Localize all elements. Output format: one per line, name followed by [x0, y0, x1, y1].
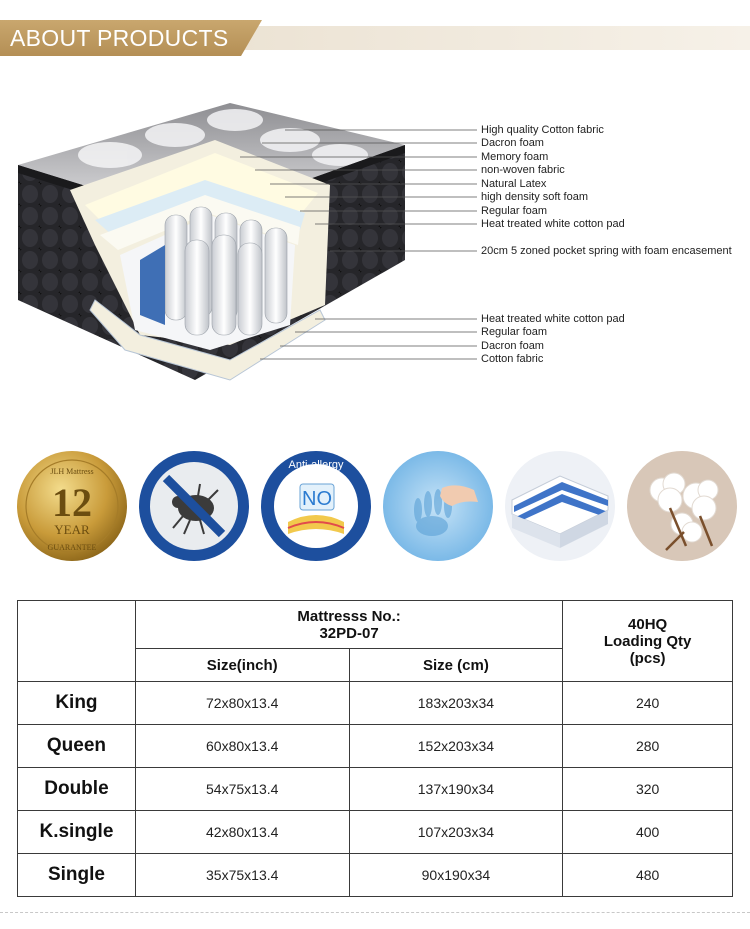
size-inch: 54x75x13.4 [135, 768, 349, 811]
layer-label: Memory foam [481, 151, 549, 163]
section-header [0, 20, 750, 56]
size-cm: 137x190x34 [349, 768, 563, 811]
size-name: Double [18, 768, 136, 811]
table-corner-cell [18, 601, 136, 682]
loading-qty: 320 [563, 768, 733, 811]
table-row [18, 854, 733, 897]
badge-arc-text: Anti-allergy [288, 459, 344, 471]
layer-label: Cotton fabric [481, 353, 544, 365]
size-cm: 107x203x34 [349, 811, 563, 854]
loading-qty: 280 [563, 725, 733, 768]
feature-badges [0, 450, 750, 562]
anti-allergy-icon [260, 450, 372, 562]
layer-label: Heat treated white cotton pad [481, 313, 625, 325]
size-cm: 152x203x34 [349, 725, 563, 768]
size-inch: 72x80x13.4 [135, 682, 349, 725]
model-header: Mattresss No.: [297, 607, 401, 625]
anti-mite-icon [138, 450, 250, 562]
layer-label: Regular foam [481, 326, 548, 338]
size-cm-header: Size (cm) [349, 649, 563, 682]
spring-label: 20cm 5 zoned pocket spring with foam encasement [481, 245, 732, 257]
loading-qty: 480 [563, 854, 733, 897]
table-row [18, 725, 733, 768]
layer-label: Regular foam [481, 205, 548, 217]
bottom-divider [0, 912, 750, 913]
layer-label: high density soft foam [481, 191, 589, 203]
layer-label: High quality Cotton fabric [481, 124, 604, 136]
loading-qty: 400 [563, 811, 733, 854]
badge-bottom-text: GUARANTEE [47, 543, 97, 552]
size-name: K.single [18, 811, 136, 854]
qty-header-line: (pcs) [629, 649, 666, 667]
layer-label: Heat treated white cotton pad [481, 218, 625, 230]
badge-top-text: JLH Mattress [50, 467, 94, 476]
size-name: Queen [18, 725, 136, 768]
size-cm: 183x203x34 [349, 682, 563, 725]
layer-label: Dacron foam [481, 340, 544, 352]
size-name: Single [18, 854, 136, 897]
section-title: ABOUT PRODUCTS [10, 25, 229, 51]
layer-label: Dacron foam [481, 137, 544, 149]
size-name: King [18, 682, 136, 725]
table-row [18, 811, 733, 854]
qty-header-line: Loading Qty [603, 632, 692, 650]
size-cm: 90x190x34 [349, 854, 563, 897]
loading-qty-header-cell [563, 601, 733, 682]
header-rule [238, 26, 750, 50]
table-row [18, 768, 733, 811]
size-inch: 35x75x13.4 [135, 854, 349, 897]
cotton-icon [626, 450, 738, 562]
size-inch-header: Size(inch) [135, 649, 349, 682]
layer-label: non-woven fabric [481, 164, 565, 176]
badge-word: YEAR [54, 522, 90, 537]
size-table [17, 600, 733, 897]
size-inch: 60x80x13.4 [135, 725, 349, 768]
layer-label: Natural Latex [481, 178, 547, 190]
pocket-spring-icon [504, 450, 616, 562]
mattress-diagram [0, 95, 750, 395]
qty-header-line: 40HQ [628, 615, 668, 633]
model-number: 32PD-07 [319, 624, 379, 642]
loading-qty: 240 [563, 682, 733, 725]
badge-center-text: NO [302, 488, 332, 510]
memory-foam-handprint-icon [382, 450, 494, 562]
warranty-12-year-icon [16, 450, 128, 562]
size-inch: 42x80x13.4 [135, 811, 349, 854]
model-header-cell [135, 601, 562, 649]
table-row [18, 682, 733, 725]
badge-number: 12 [52, 480, 92, 525]
